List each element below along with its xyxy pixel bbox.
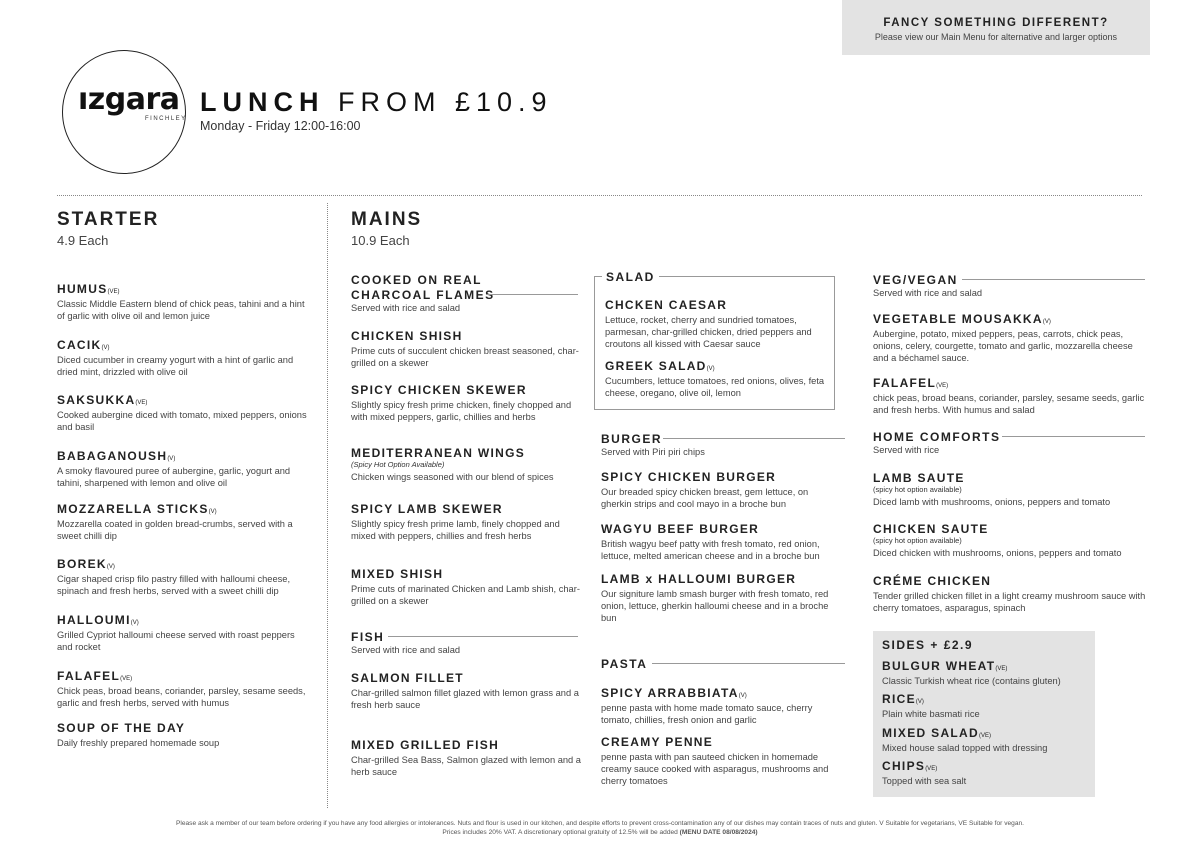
category-rule xyxy=(486,294,578,295)
item-name-text: LAMB SAUTE xyxy=(873,471,965,485)
item-name-text: SPICY CHICKEN BURGER xyxy=(601,470,777,484)
menu-item-description: penne pasta with home made tomato sauce, cherry tomato, chillies, fresh onion and garlic xyxy=(601,703,813,725)
dietary-tag: (VE) xyxy=(135,400,148,406)
dietary-tag: (V) xyxy=(167,456,176,462)
opening-hours: Monday - Friday 12:00-16:00 xyxy=(200,119,361,133)
title-lunch: LUNCH xyxy=(200,87,325,117)
menu-item-description: Daily freshly prepared homemade soup xyxy=(57,738,220,748)
menu-item-description: Cigar shaped crisp filo pastry filled with halloumi cheese, spinach and fresh herbs, served with a sweet chilli dip xyxy=(57,574,291,596)
menu-item-name xyxy=(57,338,312,352)
menu-item-name xyxy=(351,329,581,343)
dietary-tag: (V) xyxy=(208,509,217,515)
menu-item-name xyxy=(57,393,312,407)
item-name-text: HUMUS xyxy=(57,282,108,296)
header-divider xyxy=(57,195,1142,196)
category-salad: SALAD xyxy=(602,270,659,284)
menu-item xyxy=(882,659,1092,687)
menu-item-name xyxy=(882,759,1092,773)
menu-item-description: penne pasta with pan sauteed chicken in homemade creamy sauce cooked with asparagus, mushrooms and cherry tomatoes xyxy=(601,752,829,786)
menu-item xyxy=(351,502,581,542)
dietary-tag: (V) xyxy=(915,699,924,705)
title-from: FROM £10.9 xyxy=(338,87,553,117)
category-charcoal-line1: COOKED ON REAL xyxy=(351,273,483,287)
menu-item xyxy=(351,383,581,423)
category-vegvegan-sub: Served with rice and salad xyxy=(873,288,983,298)
menu-item xyxy=(57,721,312,749)
item-name-text: CACIK xyxy=(57,338,102,352)
menu-item-name xyxy=(873,574,1153,588)
category-pasta: PASTA xyxy=(601,657,648,671)
menu-item-name xyxy=(57,721,312,735)
notice-subtitle: Please view our Main Menu for alternative and larger options xyxy=(874,32,1118,42)
item-name-text: SOUP OF THE DAY xyxy=(57,721,186,735)
item-name-text: HALLOUMI xyxy=(57,613,131,627)
menu-item-name xyxy=(601,470,841,484)
item-name-text: FALAFEL xyxy=(57,669,121,683)
vat-notice xyxy=(0,829,1200,836)
item-name-text: FALAFEL xyxy=(873,376,937,390)
item-name-text: CHCKEN CAESAR xyxy=(605,298,728,312)
category-vegvegan: VEG/VEGAN xyxy=(873,273,958,287)
menu-item xyxy=(351,446,581,483)
menu-item-description: chick peas, broad beans, coriander, parsley, sesame seeds, garlic and fresh herbs. With humus and salad xyxy=(873,393,1145,415)
item-name-text: MIXED SALAD xyxy=(882,726,979,740)
menu-item-description: Aubergine, potato, mixed peppers, peas, carrots, chick peas, onions, celery, courgette, tomato and garlic, mozzarella cheese and a béchamel sauce. xyxy=(873,329,1133,363)
menu-item-description: Classic Middle Eastern blend of chick peas, tahini and a hint of garlic with olive oil and lemon juice xyxy=(57,299,305,321)
menu-item-name xyxy=(873,312,1145,326)
menu-item xyxy=(601,572,841,624)
item-name-text: BOREK xyxy=(57,557,107,571)
main-menu-notice xyxy=(842,0,1150,55)
menu-item xyxy=(873,574,1153,614)
menu-item-description: Char-grilled Sea Bass, Salmon glazed with lemon and a herb sauce xyxy=(351,755,581,777)
menu-item xyxy=(57,393,312,433)
dietary-tag: (VE) xyxy=(925,766,938,772)
item-name-text: BABAGANOUSH xyxy=(57,449,168,463)
category-rule xyxy=(663,438,845,439)
menu-item-description: Our signiture lamb smash burger with fresh tomato, red onion, lettuce, gherkin halloumi cheese and in a broche bun xyxy=(601,589,829,623)
item-name-text: SPICY CHICKEN SKEWER xyxy=(351,383,527,397)
menu-item xyxy=(57,669,312,709)
menu-item-description: Mixed house salad topped with dressing xyxy=(882,743,1048,753)
menu-item xyxy=(351,738,581,778)
menu-item-name xyxy=(601,522,841,536)
item-name-text: CHICKEN SAUTE xyxy=(873,522,989,536)
menu-item xyxy=(57,282,312,322)
logo-wordmark: ızgara xyxy=(78,82,180,117)
menu-item-description: Diced chicken with mushrooms, onions, peppers and tomato xyxy=(873,548,1122,558)
column-divider xyxy=(327,203,328,808)
item-name-text: MEDITERRANEAN WINGS xyxy=(351,446,526,460)
dietary-tag: (VE) xyxy=(995,666,1008,672)
item-name-text: SALMON FILLET xyxy=(351,671,464,685)
dietary-tag: (VE) xyxy=(936,383,949,389)
menu-item-name xyxy=(57,613,312,627)
menu-item-description: Diced lamb with mushrooms, onions, peppers and tomato xyxy=(873,497,1111,507)
dietary-tag: (V) xyxy=(101,345,110,351)
menu-item xyxy=(57,613,312,653)
menu-item-description: Slightly spicy fresh prime lamb, finely chopped and mixed with peppers, chillies and fresh herbs xyxy=(351,519,560,541)
menu-item-name xyxy=(351,738,581,752)
item-name-text: SPICY ARRABBIATA xyxy=(601,686,739,700)
dietary-tag: (V) xyxy=(1042,319,1051,325)
menu-item-name xyxy=(351,383,581,397)
item-name-text: RICE xyxy=(882,692,916,706)
menu-item-name xyxy=(57,502,312,516)
menu-item xyxy=(605,298,825,350)
menu-item xyxy=(882,692,1092,720)
menu-item-name xyxy=(873,376,1145,390)
menu-item-description: Prime cuts of marinated Chicken and Lamb shish, char-grilled on a skewer xyxy=(351,584,580,606)
starter-price: 4.9 Each xyxy=(57,233,109,248)
menu-item xyxy=(873,522,1153,559)
menu-item xyxy=(57,502,312,542)
menu-item xyxy=(873,376,1145,416)
menu-item-description: A smoky flavoured puree of aubergine, garlic, yogurt and tahini, sharpened with lemon and olive oil xyxy=(57,466,291,488)
dietary-tag: (V) xyxy=(130,620,139,626)
menu-item xyxy=(882,759,1092,787)
item-name-text: CHICKEN SHISH xyxy=(351,329,463,343)
dietary-tag: (V) xyxy=(706,366,715,372)
item-name-text: LAMB x HALLOUMI BURGER xyxy=(601,572,797,586)
menu-item xyxy=(57,449,312,489)
menu-item-name xyxy=(57,282,312,296)
category-fish-sub: Served with rice and salad xyxy=(351,645,461,655)
menu-item-description: Chick peas, broad beans, coriander, parsley, sesame seeds, garlic and fresh herbs, served with humus xyxy=(57,686,306,708)
menu-item-description: Slightly spicy fresh prime chicken, finely chopped and with mixed peppers, garlic, chillies and herbs xyxy=(351,400,572,422)
dietary-tag: (V) xyxy=(738,693,747,699)
menu-item-description: Char-grilled salmon fillet glazed with lemon grass and a fresh herb sauce xyxy=(351,688,579,710)
menu-item-name xyxy=(605,359,825,373)
category-charcoal-line2: CHARCOAL FLAMES xyxy=(351,288,495,302)
dietary-tag: (VE) xyxy=(978,733,991,739)
menu-item-description: Topped with sea salt xyxy=(882,776,967,786)
item-name-text: SPICY LAMB SKEWER xyxy=(351,502,503,516)
category-charcoal-sub: Served with rice and salad xyxy=(351,303,461,313)
dietary-tag: (VE) xyxy=(120,676,133,682)
item-name-text: CRÉME CHICKEN xyxy=(873,574,992,588)
category-burger-sub: Served with Piri piri chips xyxy=(601,447,705,457)
logo-location: FINCHLEY xyxy=(145,116,187,122)
menu-item-description: Grilled Cypriot halloumi cheese served with roast peppers and rocket xyxy=(57,630,295,652)
menu-item-name xyxy=(873,471,1153,485)
menu-item xyxy=(351,671,581,711)
item-name-text: WAGYU BEEF BURGER xyxy=(601,522,760,536)
menu-item xyxy=(882,726,1092,754)
item-name-text: MIXED GRILLED FISH xyxy=(351,738,500,752)
menu-item-note: (Spicy Hot Option Available) xyxy=(351,460,445,469)
dietary-tag: (VE) xyxy=(107,289,120,295)
allergy-notice: Please ask a member of our team before ordering if you have any food allergies or intolerances. Nuts and flour is used in our kitchen, and despite efforts to prevent cross-contamination any of our dishes may contain traces of nuts and gluten. V Suitable for vegetarians, VE Suitable for vegan. xyxy=(175,820,1025,827)
menu-item xyxy=(351,567,581,607)
menu-item-name xyxy=(601,572,841,586)
menu-item-name xyxy=(873,522,1153,536)
menu-item xyxy=(601,522,841,562)
menu-item-description: Classic Turkish wheat rice (contains gluten) xyxy=(882,676,1061,686)
sides-title: SIDES + £2.9 xyxy=(882,638,974,652)
item-name-text: SAKSUKKA xyxy=(57,393,136,407)
category-rule xyxy=(1002,436,1145,437)
menu-item xyxy=(57,557,312,597)
item-name-text: GREEK SALAD xyxy=(605,359,707,373)
menu-item-description: Cooked aubergine diced with tomato, mixed peppers, onions and basil xyxy=(57,410,307,432)
menu-item-name xyxy=(351,502,581,516)
menu-item xyxy=(605,359,825,399)
menu-item xyxy=(601,470,841,510)
menu-item-description: Plain white basmati rice xyxy=(882,709,980,719)
category-burger: BURGER xyxy=(601,432,663,446)
menu-item-name xyxy=(57,449,312,463)
item-name-text: CREAMY PENNE xyxy=(601,735,714,749)
menu-item-description: Diced cucumber in creamy yogurt with a hint of garlic and dried mint, drizzled with olive oil xyxy=(57,355,294,377)
menu-item-name xyxy=(601,735,841,749)
menu-item-name xyxy=(57,557,312,571)
item-name-text: MIXED SHISH xyxy=(351,567,444,581)
mains-price: 10.9 Each xyxy=(351,233,410,248)
item-name-text: CHIPS xyxy=(882,759,926,773)
menu-item-description: British wagyu beef patty with fresh tomato, red onion, lettuce, melted american cheese and in a broche bun xyxy=(601,539,820,561)
menu-item-description: Mozzarella coated in golden bread-crumbs, served with a sweet chilli dip xyxy=(57,519,293,541)
category-rule xyxy=(652,663,845,664)
menu-item xyxy=(873,471,1153,508)
menu-item-description: Chicken wings seasoned with our blend of spices xyxy=(351,472,554,482)
category-fish: FISH xyxy=(351,630,385,644)
menu-item-note: (spicy hot option available) xyxy=(873,536,962,545)
menu-item xyxy=(57,338,312,378)
category-rule xyxy=(962,279,1145,280)
menu-item-name xyxy=(882,659,1092,673)
menu-item xyxy=(873,312,1145,364)
notice-title: FANCY SOMETHING DIFFERENT? xyxy=(883,17,1109,29)
item-name-text: MOZZARELLA STICKS xyxy=(57,502,209,516)
menu-item-name xyxy=(351,671,581,685)
menu-item-name xyxy=(57,669,312,683)
page-title xyxy=(200,87,553,118)
menu-date: (MENU DATE 08/08/2024) xyxy=(679,829,758,836)
menu-item-description: Lettuce, rocket, cherry and sundried tomatoes, parmesan, char-grilled chicken, dried peppers and croutons all kissed with Caesar sauce xyxy=(605,315,812,349)
menu-item-note: (spicy hot option available) xyxy=(873,485,962,494)
starter-title: STARTER xyxy=(57,209,160,230)
category-comforts-sub: Served with rice xyxy=(873,445,940,455)
menu-item-description: Prime cuts of succulent chicken breast seasoned, char-grilled on a skewer xyxy=(351,346,579,368)
category-home-comforts: HOME COMFORTS xyxy=(873,430,1001,444)
menu-item-description: Our breaded spicy chicken breast, gem lettuce, on gherkin strips and cool mayo in a broche bun xyxy=(601,487,809,509)
menu-item-name xyxy=(351,567,581,581)
menu-item xyxy=(601,686,841,726)
menu-item-name xyxy=(882,726,1092,740)
menu-item-description: Tender grilled chicken fillet in a light creamy mushroom sauce with cherry tomatoes, asparagus, spinach xyxy=(873,591,1146,613)
item-name-text: BULGUR WHEAT xyxy=(882,659,996,673)
dietary-tag: (V) xyxy=(106,564,115,570)
menu-item-description: Cucumbers, lettuce tomatoes, red onions, olives, feta cheese, oregano, olive oil, lemon xyxy=(605,376,825,398)
menu-item xyxy=(351,329,581,369)
category-rule xyxy=(388,636,578,637)
menu-item-name xyxy=(605,298,825,312)
menu-item-name xyxy=(601,686,841,700)
menu-item xyxy=(601,735,841,787)
menu-item-name xyxy=(882,692,1092,706)
mains-title: MAINS xyxy=(351,209,423,230)
item-name-text: VEGETABLE MOUSAKKA xyxy=(873,312,1043,326)
menu-item-name xyxy=(351,446,581,460)
vat-text: Prices includes 20% VAT. A discretionary optional gratuity of 12.5% will be added xyxy=(442,829,678,836)
